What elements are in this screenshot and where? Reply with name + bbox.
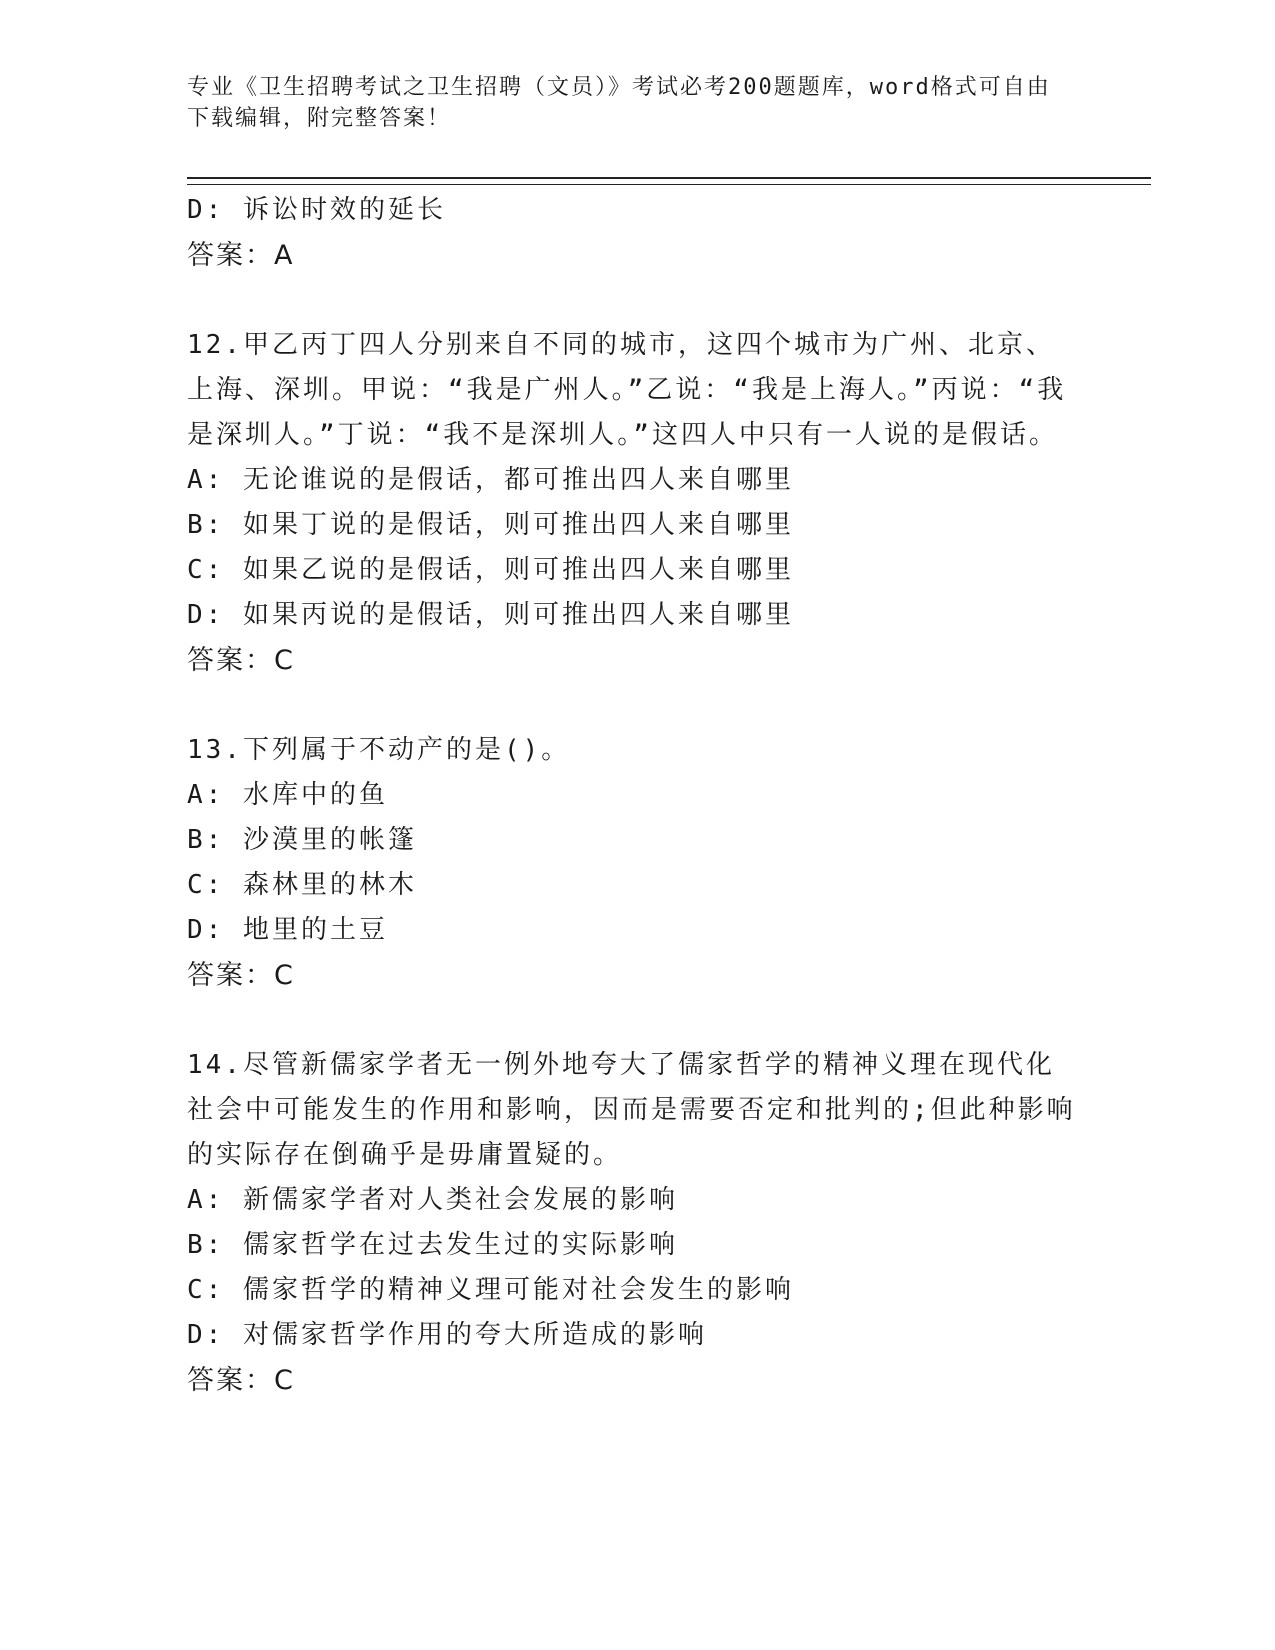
question-12-option-b: B: 如果丁说的是假话，则可推出四人来自哪里 (187, 510, 794, 540)
spacer (187, 683, 1087, 728)
page-header: 专业《卫生招聘考试之卫生招聘（文员）》考试必考200题题库，word格式可自由下载编辑，附完整答案！ (187, 75, 1051, 131)
question-13-option-b: B: 沙漠里的帐篷 (187, 825, 417, 855)
question-13-answer: 答案：C (187, 960, 295, 991)
question-12-answer: 答案：C (187, 645, 295, 676)
question-14-stem: 14.尽管新儒家学者无一例外地夸大了儒家哲学的精神义理在现代化社会中可能发生的作用和影响，因而是需要否定和批判的;但此种影响的实际存在倒确乎是毋庸置疑的。 (187, 1050, 1076, 1170)
question-13-option-d: D: 地里的土豆 (187, 915, 388, 945)
question-12-stem: 12.甲乙丙丁四人分别来自不同的城市，这四个城市为广州、北京、上海、深圳。甲说：“我是广州人。”乙说：“我是上海人。”丙说：“我是深圳人。”丁说：“我不是深圳人。”这四人中只有一人说的是假话。 (187, 330, 1067, 450)
prev-question-answer: 答案：A (187, 240, 295, 271)
question-12-option-a: A: 无论谁说的是假话，都可推出四人来自哪里 (187, 465, 794, 495)
question-12-option-d: D: 如果丙说的是假话，则可推出四人来自哪里 (187, 600, 794, 630)
question-14-option-c: C: 儒家哲学的精神义理可能对社会发生的影响 (187, 1275, 794, 1305)
spacer (187, 278, 1087, 323)
question-13-stem: 13.下列属于不动产的是()。 (187, 735, 571, 765)
question-content (187, 188, 1087, 1403)
question-12-option-c: C: 如果乙说的是假话，则可推出四人来自哪里 (187, 555, 794, 585)
question-14-answer: 答案：C (187, 1365, 295, 1396)
question-13-option-a: A: 水库中的鱼 (187, 780, 388, 810)
header-divider (187, 177, 1151, 185)
question-14-option-d: D: 对儒家哲学作用的夸大所造成的影响 (187, 1320, 707, 1350)
question-14-option-a: A: 新儒家学者对人类社会发展的影响 (187, 1185, 678, 1215)
question-14-option-b: B: 儒家哲学在过去发生过的实际影响 (187, 1230, 678, 1260)
prev-question-option-d: D: 诉讼时效的延长 (187, 195, 446, 225)
question-13-option-c: C: 森林里的林木 (187, 870, 417, 900)
spacer (187, 998, 1087, 1043)
